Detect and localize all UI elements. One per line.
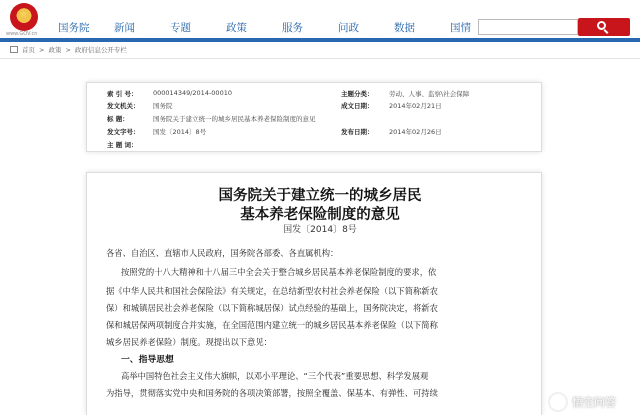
search-input[interactable] (478, 19, 578, 35)
meta-value: 劳动、人事、监察\社会保障 (389, 90, 470, 98)
breadcrumb (10, 45, 127, 54)
nav-item-news[interactable]: 新闻 (114, 22, 135, 34)
nav-item-guowuyuan[interactable]: 国务院 (58, 22, 90, 34)
meta-row-title (107, 114, 527, 126)
meta-value: 国发〔2014〕8号 (153, 128, 207, 136)
meta-label: 成文日期： (341, 102, 374, 110)
meta-value: 2014年02月26日 (389, 128, 442, 136)
meta-label: 标 题： (107, 115, 129, 123)
breadcrumb-policy[interactable]: 政策 (48, 46, 62, 54)
nav-item-topics[interactable]: 专题 (170, 22, 191, 34)
meta-label: 发布日期： (341, 128, 374, 136)
nav-item-inquiry[interactable]: 问政 (338, 22, 359, 34)
breadcrumb-separator: > (65, 45, 71, 54)
meta-row-docno (107, 127, 527, 139)
national-emblem-logo[interactable] (10, 3, 38, 31)
home-icon[interactable] (10, 46, 18, 53)
document-metadata-card (86, 82, 542, 152)
divider (0, 58, 640, 59)
meta-value: 2014年02月21日 (389, 102, 442, 110)
watermark (548, 392, 616, 412)
meta-value: 000014349/2014-00010 (153, 89, 232, 97)
meta-label: 主题分类： (341, 90, 374, 98)
breadcrumb-home[interactable]: 首页 (22, 46, 35, 54)
meta-row-index (107, 89, 527, 101)
site-url: www.GOV.cn (6, 31, 38, 37)
wukong-logo-icon (548, 392, 568, 412)
search-icon-handle (604, 29, 609, 34)
nav-item-data[interactable]: 数据 (394, 22, 415, 34)
meta-label: 发文字号： (107, 128, 140, 136)
meta-label: 主 题 词： (107, 141, 138, 149)
paragraph-line: 据《中华人民共和国社会保险法》有关规定，在总结新型农村社会养老保险（以下简称新农 (106, 286, 438, 296)
nav-item-policy[interactable]: 政策 (226, 22, 247, 34)
search-button[interactable] (578, 18, 630, 36)
paragraph-line: 按照党的十八大精神和十八届三中全会关于整合城乡居民基本养老保险制度的要求，依 (121, 267, 437, 277)
watermark-text: 悟空问答 (572, 396, 616, 409)
meta-value: 国务院 (153, 102, 173, 110)
paragraph-line: 保和城居保两项制度合并实施，在全国范围内建立统一的城乡居民基本养老保险（以下简称 (106, 320, 438, 330)
nav-underline-bar (0, 38, 640, 42)
paragraph-line: 保）和城镇居民社会养老保险（以下简称城居保）试点经验的基础上，国务院决定，将新农 (106, 303, 438, 313)
main-nav (58, 20, 506, 35)
paragraph-line: 高举中国特色社会主义伟大旗帜，以邓小平理论、“三个代表”重要思想、科学发展观 (121, 371, 429, 381)
star-icon: ★ (18, 7, 29, 21)
breadcrumb-gov-info[interactable]: 政府信息公开专栏 (74, 46, 127, 54)
paragraph-line: 为指导，贯彻落实党中央和国务院的各项决策部署，按照全覆盖、保基本、有弹性、可持续 (106, 388, 438, 398)
document-title-line1: 国务院关于建立统一的城乡居民 (218, 188, 422, 204)
meta-value: 国务院关于建立统一的城乡居民基本养老保险制度的意见 (153, 115, 316, 123)
section-heading: 一、指导思想 (121, 355, 174, 365)
salutation: 各省、自治区、直辖市人民政府，国务院各部委、各直属机构： (106, 248, 339, 258)
site-header (0, 0, 640, 38)
meta-label: 索 引 号： (107, 90, 138, 98)
meta-row-issuer (107, 101, 527, 113)
document-number: 国发〔2014〕8号 (283, 225, 357, 235)
document-title-line2: 基本养老保险制度的意见 (240, 207, 400, 223)
paragraph-line: 城乡居民养老保险）制度。现提出以下意见： (106, 337, 272, 347)
nav-item-services[interactable]: 服务 (282, 22, 303, 34)
nav-item-national-info[interactable]: 国情 (450, 22, 471, 34)
meta-label: 发文机关： (107, 102, 140, 110)
meta-row-keywords (107, 140, 527, 152)
breadcrumb-separator: > (39, 45, 45, 54)
